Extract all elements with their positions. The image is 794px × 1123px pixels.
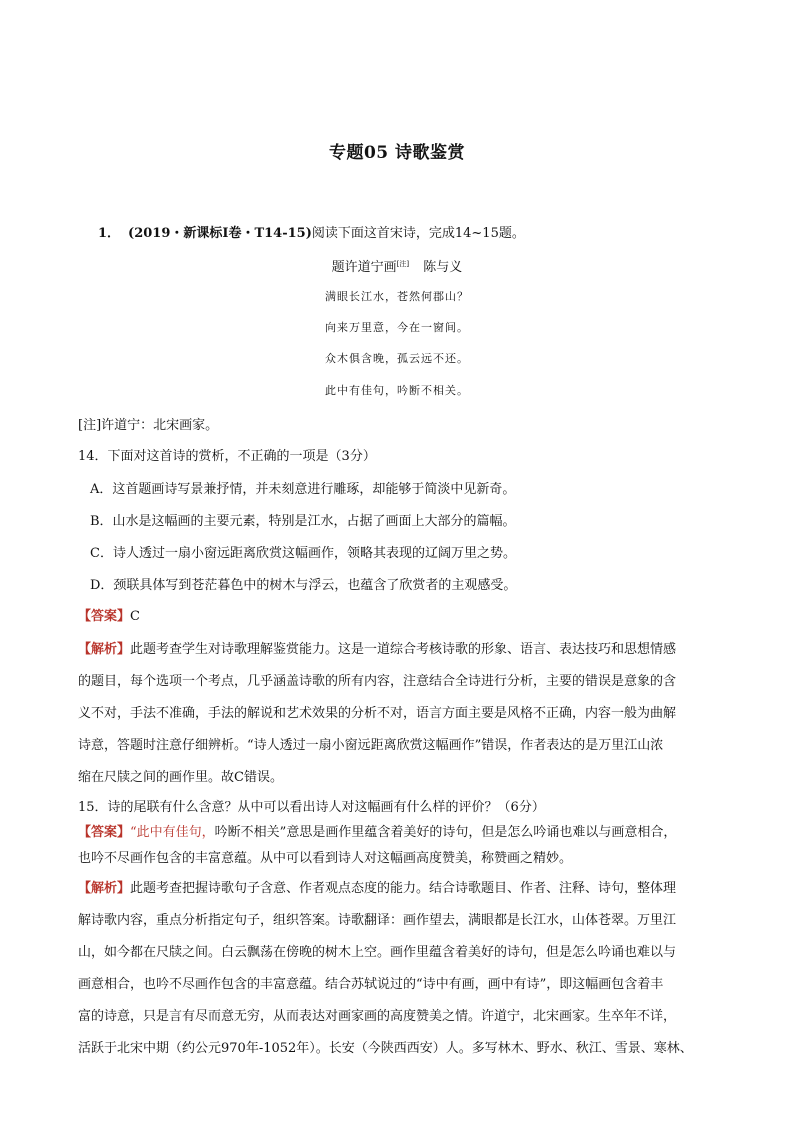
poem-heading — [0, 256, 794, 275]
option-a: A．这首题画诗写景兼抒情，并未刻意进行雕琢，却能够于简淡中见新奇。 — [90, 482, 516, 497]
answer-quote: “此中有佳句， — [130, 825, 215, 840]
option-b: B．山水是这幅画的主要元素，特别是江水，占据了画面上大部分的篇幅。 — [90, 514, 516, 529]
page-title: 专题05 诗歌鉴赏 — [328, 143, 466, 163]
question-number: 1． — [98, 226, 121, 241]
answer-label: 【答案】 — [78, 609, 131, 624]
question-14-analysis-line: 缩在尺牍之间的画作里。故C错误。 — [78, 770, 283, 785]
question-14-analysis-line: 诗意，答题时注意仔细辨析。“诗人透过一扇小窗远距离欣赏这幅画作”错误，作者表达的是万里江山浓 — [78, 738, 664, 753]
question-15-answer-line — [78, 821, 676, 840]
poem-line: 众木俱含晚，孤云远不还。 — [325, 352, 469, 365]
poem-line: 满眼长江水，苍然何郡山？ — [325, 290, 469, 303]
poem-note: [注]许道宁：北宋画家。 — [78, 418, 219, 433]
option-c: C．诗人透过一扇小窗远距离欣赏这幅画作，领略其表现的辽阔万里之势。 — [90, 546, 516, 561]
question-15-stem: 15．诗的尾联有什么含意？从中可以看出诗人对这幅画有什么样的评价？（6分） — [78, 800, 545, 815]
question-14-answer — [78, 605, 140, 624]
answer-label: 【答案】 — [78, 825, 131, 840]
question-15-analysis-line: 富的诗意，只是言有尽而意无穷，从而表达对画家画的高度赞美之情。许道宁，北宋画家。生卒年不详， — [78, 1009, 677, 1024]
analysis-text: 此题考查把握诗歌句子含意、作者观点态度的能力。结合诗歌题目、作者、注释、诗句，整体理 — [130, 881, 677, 896]
poem-title: 题许道宁画 — [331, 260, 397, 275]
question-14-analysis-line: 义不对，手法不准确，手法的解说和艺术效果的分析不对，语言方面主要是风格不正确，内容一般为曲解 — [78, 706, 677, 721]
question-15-analysis-line: 解诗歌内容，重点分析指定句子，组织答案。诗歌翻译：画作望去，满眼都是长江水，山体苍翠。万里江 — [78, 913, 677, 928]
analysis-label: 【解析】 — [78, 642, 131, 657]
poem-note-mark: [注] — [396, 260, 410, 268]
question-instruction: 阅读下面这首宋诗，完成14~15题。 — [311, 226, 525, 241]
answer-text: 吟断不相关”意思是画作里蕴含着美好的诗句，但是怎么吟诵也难以与画意相合， — [214, 825, 677, 840]
question-15-answer-line: 也吟不尽画作包含的丰富意蕴。从中可以看到诗人对这幅画高度赞美，称赞画之精妙。 — [78, 851, 573, 866]
poem-author: 陈与义 — [423, 260, 463, 275]
poem-line: 向来万里意，今在一窗间。 — [325, 321, 469, 334]
question-14-analysis-line — [78, 638, 676, 657]
analysis-text: 此题考查学生对诗歌理解鉴赏能力。这是一道综合考核诗歌的形象、语言、表达技巧和思想情感 — [130, 642, 677, 657]
question-1-intro — [98, 222, 525, 241]
question-15-analysis-line — [78, 877, 676, 896]
option-d: D．颈联具体写到苍茫暮色中的树木与浮云，也蕴含了欣赏者的主观感受。 — [90, 578, 517, 593]
question-source: (2019・新课标Ⅰ卷・T14-15) — [128, 226, 312, 241]
poem-line: 此中有佳句，吟断不相关。 — [325, 384, 469, 397]
question-15-analysis-line: 活跃于北宋中期（约公元970年-1052年）。长安（今陕西西安）人。多写林木、野水、秋江、雪景、寒林、 — [78, 1041, 693, 1056]
question-14-analysis-line: 的题目，每个选项一个考点，几乎涵盖诗歌的所有内容，注意结合全诗进行分析，主要的错误是意象的含 — [78, 674, 677, 689]
answer-value: C — [130, 609, 140, 624]
question-14-stem: 14．下面对这首诗的赏析，不正确的一项是（3分） — [78, 449, 376, 464]
question-15-analysis-line: 山，如今都在尺牍之间。白云飘荡在傍晚的树木上空。画作里蕴含着美好的诗句，但是怎么吟诵也难以与 — [78, 945, 677, 960]
question-15-analysis-line: 画意相合，也吟不尽画作包含的丰富意蕴。结合苏轼说过的“诗中有画，画中有诗”，即这幅画包含着丰 — [78, 977, 664, 992]
analysis-label: 【解析】 — [78, 881, 131, 896]
